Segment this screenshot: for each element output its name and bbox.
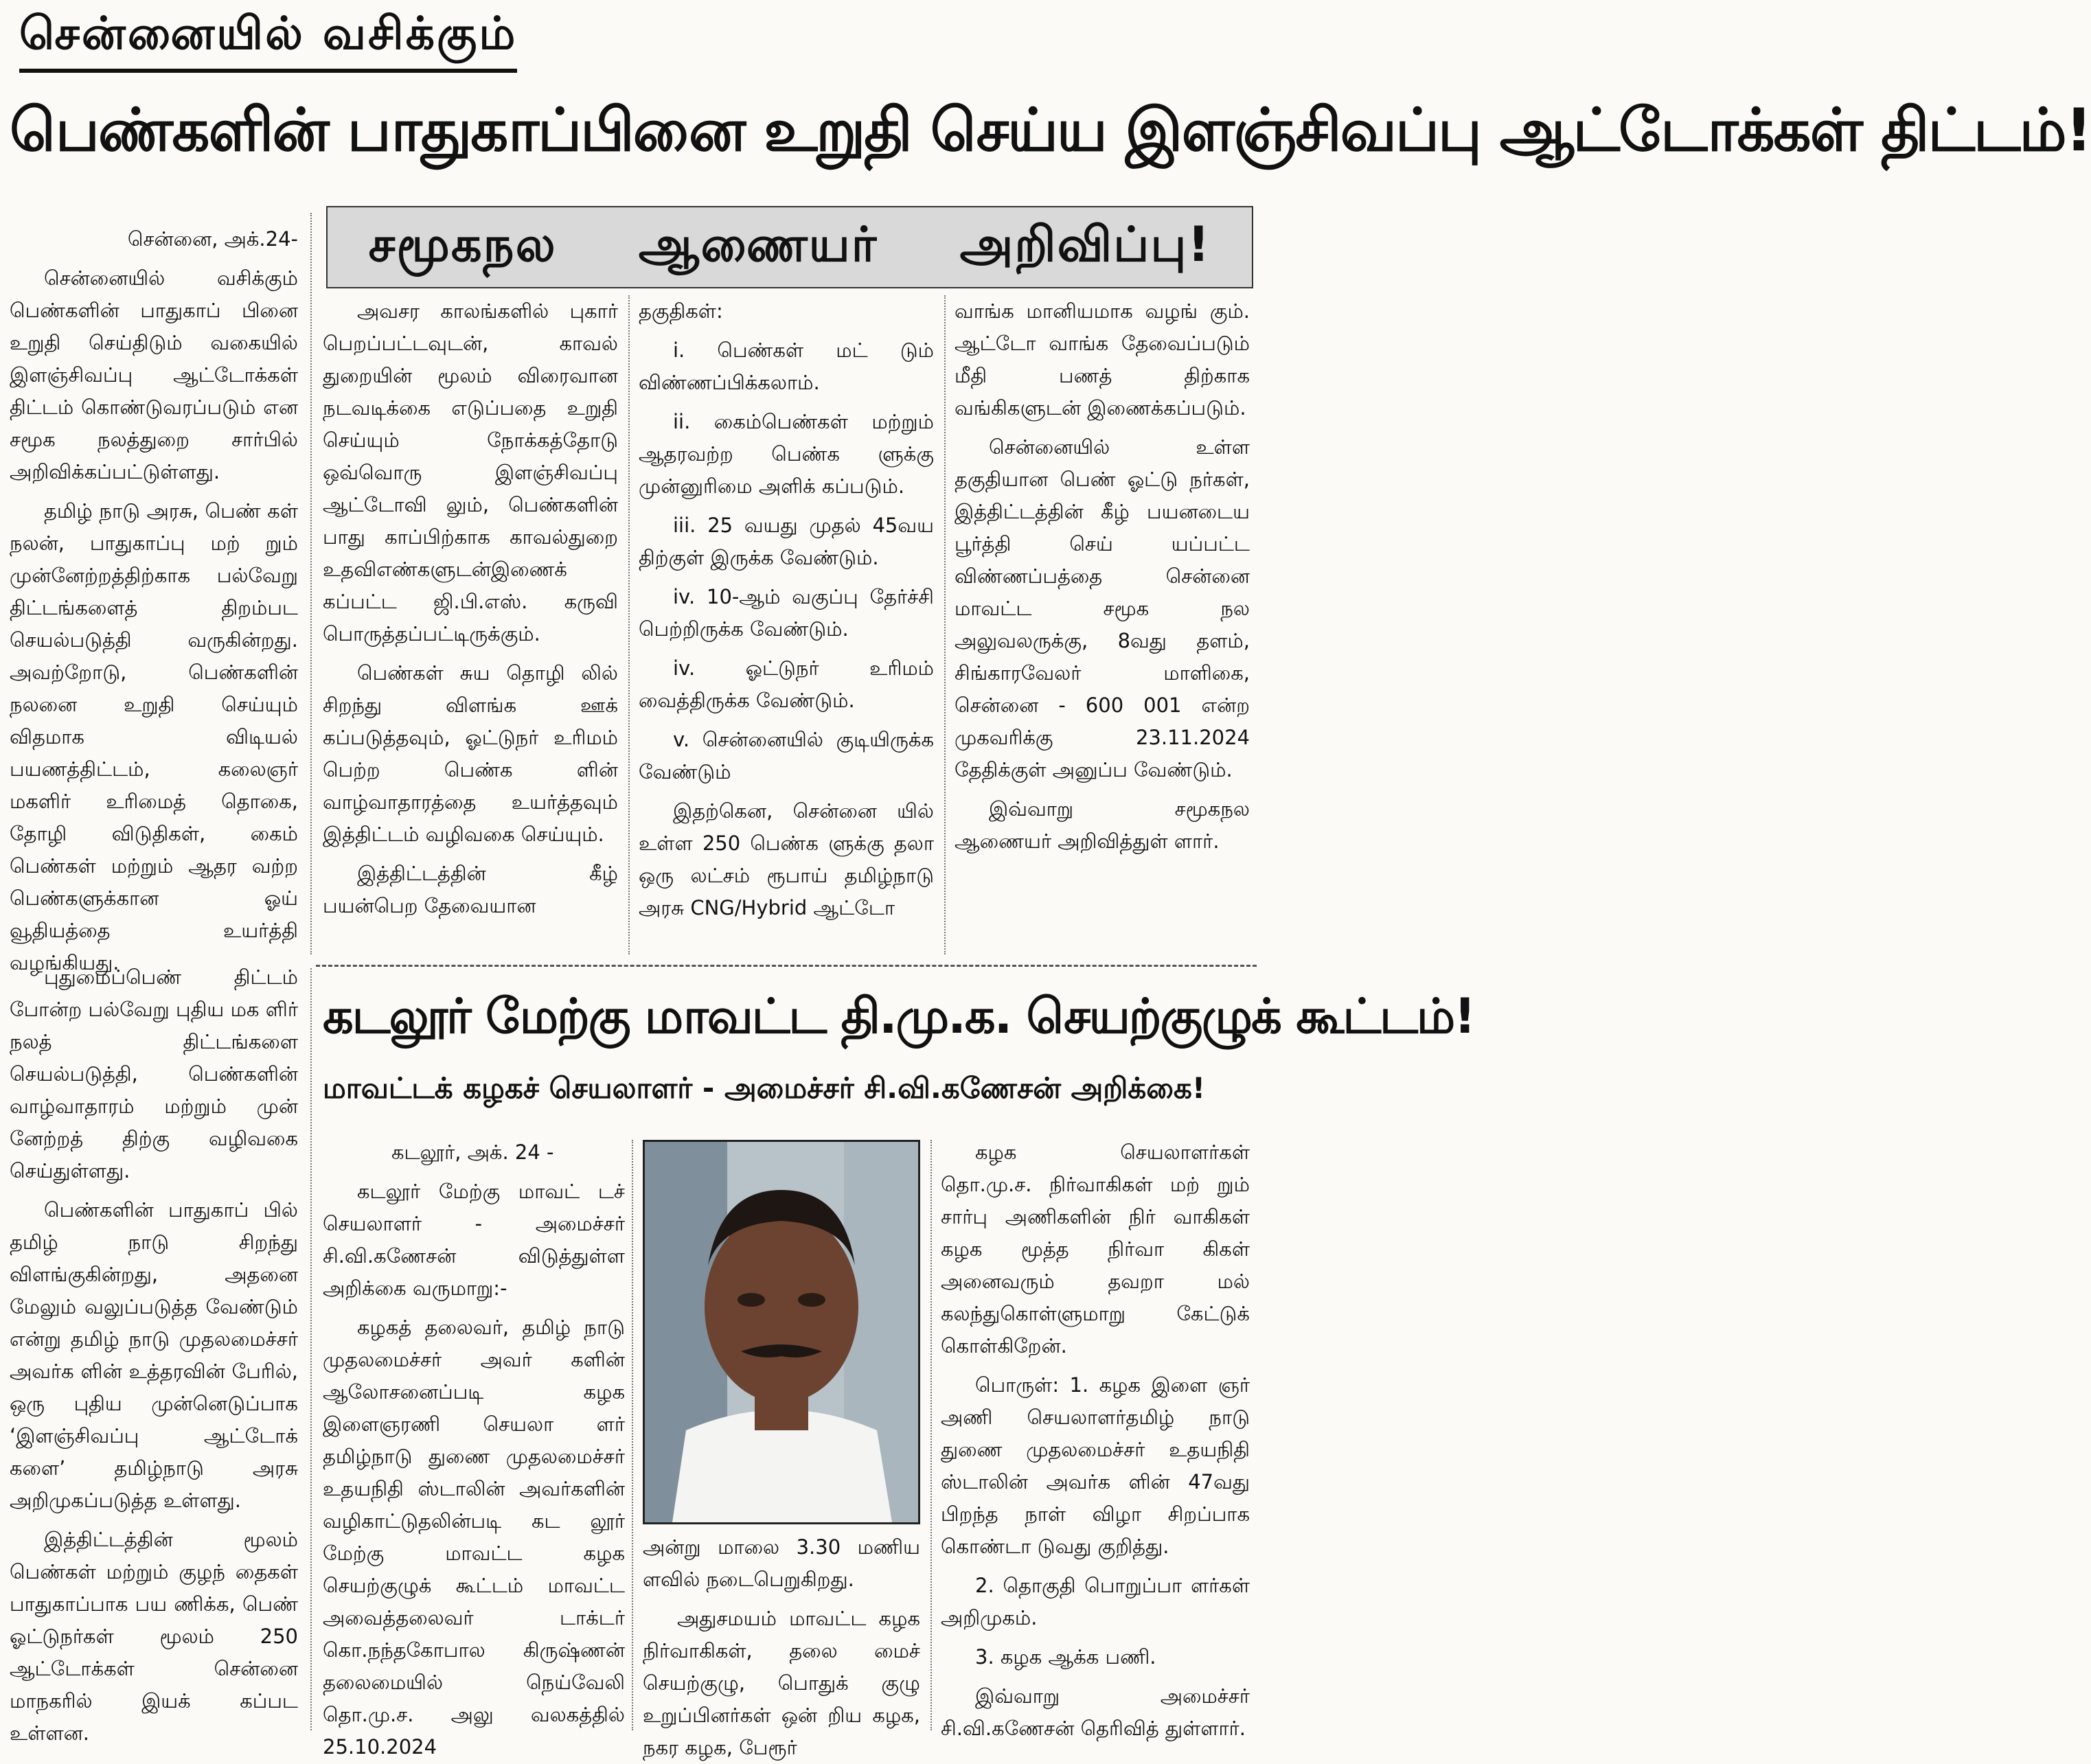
column-divider xyxy=(628,295,630,954)
article2-col3-para-5: இவ்வாறு அமைச்சர் சி.வி.கணேசன் தெரிவித் துள்ளார். xyxy=(941,1684,1250,1740)
article1-col4-para-1: வாங்க மானியமாக வழங் கும். ஆட்டோ வாங்க தேவைப்படும் மீதி பணத் திற்காக வங்கிகளுடன் இணைக்கப்படும். xyxy=(955,299,1250,420)
article1-col2-para-3: இத்திட்டத்தின் கீழ் பயன்பெற தேவையான xyxy=(323,862,618,917)
article-divider xyxy=(316,965,1257,967)
article1-col1b-para-2: பெண்களின் பாதுகாப் பில் தமிழ் நாடு சிறந்து விளங்குகின்றது, அதனை மேலும் வலுப்படுத்த வேண்டும் என்று தமிழ் நாடு முதலமைச்சர் அவர்க ளின் உத்தரவின் பேரில், ஒரு புதிய முன்னெடுப்பாக ‘இளஞ்சிவப்பு ஆட்டோக் களை’ தமிழ்நாடு அரசு அறிமுகப்படுத்த உள்ளது. xyxy=(10,1198,298,1512)
eligibility-item-5: iv. ஓட்டுநர் உரிமம் வைத்திருக்க வேண்டும். xyxy=(639,656,934,712)
article2-dateline: கடலூர், அக். 24 - xyxy=(391,1141,554,1164)
column-divider xyxy=(930,1140,932,1730)
article1-col2-para-2: பெண்கள் சுய தொழி லில் சிறந்து விளங்க ஊக் கப்படுத்தவும், ஓட்டுநர் உரிமம் பெற்ற பெண்க ளின் வாழ்வாதாரத்தை உயர்த்தவும் இத்திட்டம் வழிவகை செய்யும். xyxy=(323,661,618,846)
banner-word-3: அறிவிப்பு! xyxy=(959,216,1211,273)
column-divider xyxy=(310,968,312,1730)
column-divider xyxy=(632,1140,633,1730)
eligibility-item-4: iv. 10-ஆம் வகுப்பு தேர்ச்சி பெற்றிருக்க வேண்டும். xyxy=(639,585,934,641)
article2-col3-para-3: 2. தொகுதி பொறுப்பா ளர்கள் அறிமுகம். xyxy=(941,1574,1250,1629)
eligibility-item-6: v. சென்னையில் குடியிருக்க வேண்டும் xyxy=(639,728,934,783)
article1-col4-para-2: சென்னையில் உள்ள தகுதியான பெண் ஓட்டு நர்கள், இத்திட்டத்தின் கீழ் பயனடைய பூர்த்தி செய் யப்பட்ட விண்ணப்பத்தை சென்னை மாவட்ட சமூக நல அலுவலருக்கு, 8வது தளம், சிங்காரவேலர் மாளிகை, சென்னை - 600 001 என்ற முகவரிக்கு 23.11.2024 தேதிக்குள் அனுப்ப வேண்டும். xyxy=(955,435,1250,781)
article1-column-2 xyxy=(323,295,618,954)
banner-word-1: சமூகநல xyxy=(368,216,557,273)
article1-column-1-continued xyxy=(10,961,298,1745)
column-divider xyxy=(310,213,312,954)
announcement-banner xyxy=(326,206,1253,288)
article1-col2-para-1: அவசர காலங்களில் புகார் பெறப்பட்டவுடன், காவல் துறையின் மூலம் விரைவான நடவடிக்கை எடுப்பதை உறுதி செய்யும் நோக்கத்தோடு ஒவ்வொரு இளஞ்சிவப்பு ஆட்டோவி லும், பெண்களின் பாது காப்பிற்காக காவல்துறை உதவிஎண்களுடன்இணைக் கப்பட்ட ஜி.பி.எஸ். கருவி பொருத்தப்பட்டிருக்கும். xyxy=(323,299,618,645)
article2-col1-para-1: கடலூர் மேற்கு மாவட் டச் செயலாளர் - அமைச்சர் சி.வி.கணேசன் விடுத்துள்ள அறிக்கை வருமாறு:- xyxy=(323,1180,625,1300)
eligibility-item-2: ii. கைம்பெண்கள் மற்றும் ஆதரவற்ற பெண்க ளுக்கு முன்னுரிமை அளிக் கப்படும். xyxy=(639,410,934,498)
eligibility-item-1: i. பெண்கள் மட் டும் விண்ணப்பிக்கலாம். xyxy=(639,339,934,394)
article1-col1b-para-3: இத்திட்டத்தின் மூலம் பெண்கள் மற்றும் குழந் தைகள் பாதுகாப்பாக பய ணிக்க, பெண் ஓட்டுநர்கள் மூலம் 250 ஆட்டோக்கள் சென்னை மாநகரில் இயக் கப்பட உள்ளன. xyxy=(10,1528,298,1745)
article2-col2-para-2: அதுசமயம் மாவட்ட கழக நிர்வாகிகள், தலை மைச் செயற்குழு, பொதுக் குழு உறுப்பினர்கள் ஒன் றிய கழக, நகர கழக, பேரூர் xyxy=(643,1607,920,1759)
article1-col1-para-1: சென்னையில் வசிக்கும் பெண்களின் பாதுகாப் பினை உறுதி செய்திடும் வகையில் இளஞ்சிவப்பு ஆட்டோக்கள் திட்டம் கொண்டுவரப்படும் என சமூக நலத்துறை சார்பில் அறிவிக்கப்பட்டுள்ளது. xyxy=(10,266,298,483)
article1-column-3 xyxy=(639,295,934,954)
article2-col1-para-2: கழகத் தலைவர், தமிழ் நாடு முதலமைச்சர் அவர் களின் ஆலோசனைப்படி கழக இளைஞரணி செயலா ளர் தமிழ்நாடு துணை முதலமைச்சர் உதயநிதி ஸ்டாலின் அவர்களின் வழிகாட்டுதலின்படி கட லூர் மேற்கு மாவட்ட கழக செயற்குழுக் கூட்டம் மாவட்ட அவைத்தலைவர் டாக்டர் கொ.நந்தகோபால கிருஷ்ணன் தலைமையில் நெய்வேலி தொ.மு.ச. அலு வலகத்தில் 25.10.2024 xyxy=(323,1316,625,1759)
article1-column-1 xyxy=(10,223,298,974)
column-divider xyxy=(944,295,946,954)
eligibility-heading: தகுதிகள்: xyxy=(639,299,723,323)
banner-word-2: ஆணையர் xyxy=(638,216,878,273)
eligibility-item-3: iii. 25 வயது முதல் 45வய திற்குள் இருக்க வேண்டும். xyxy=(639,514,934,569)
article2-subheadline: மாவட்டக் கழகச் செயலாளர் - அமைச்சர் சி.வி.கணேசன் அறிக்கை! xyxy=(323,1071,1206,1105)
main-headline: பெண்களின் பாதுகாப்பினை உறுதி செய்ய இளஞ்சிவப்பு ஆட்டோக்கள் திட்டம்! xyxy=(10,96,2091,165)
article1-col1b-para-1: புதுமைப்பெண் திட்டம் போன்ற பல்வேறு புதிய மக ளிர் நலத் திட்டங்களை செயல்படுத்தி, பெண்களின் வாழ்வாதாரம் மற்றும் முன் னேற்றத் திற்கு வழிவகை செய்துள்ளது. xyxy=(10,965,298,1182)
portrait-illustration xyxy=(645,1142,918,1522)
article2-column-2 xyxy=(643,1531,920,1759)
article1-col1-para-2: தமிழ் நாடு அரசு, பெண் கள் நலன், பாதுகாப்பு மற் றும் முன்னேற்றத்திற்காக பல்வேறு திட்டங்களைத் திறம்பட செயல்படுத்தி வருகின்றது. அவற்றோடு, பெண்களின் நலனை உறுதி செய்யும் விதமாக விடியல் பயணத்திட்டம், கலைஞர் மகளிர் உரிமைத் தொகை, தோழி விடுதிகள், கைம் பெண்கள் மற்றும் ஆதர வற்ற பெண்களுக்கான ஓய் வூதியத்தை உயர்த்தி வழங்கியது. xyxy=(10,499,298,974)
article1-column-4 xyxy=(955,295,1250,954)
article2-col2-para-1: அன்று மாலை 3.30 மணிய ளவில் நடைபெறுகிறது. xyxy=(643,1535,920,1591)
article2-col3-para-4: 3. கழக ஆக்க பணி. xyxy=(975,1645,1156,1669)
article1-col3-para-subsidy: இதற்கென, சென்னை யில் உள்ள 250 பெண்க ளுக்கு தலா ஒரு லட்சம் ரூபாய் தமிழ்நாடு அரசு CNG/Hybrid ஆட்டோ xyxy=(639,799,934,919)
article1-dateline: சென்னை, அக்.24- xyxy=(127,227,298,251)
article2-column-3 xyxy=(941,1136,1250,1740)
kicker-headline: சென்னையில் வசிக்கும் xyxy=(19,7,517,73)
article2-col3-para-2: பொருள்: 1. கழக இளை ஞர் அணி செயலாளர்தமிழ் நாடு துணை முதலமைச்சர் உதயநிதி ஸ்டாலின் அவர்க ளின் 47வது பிறந்த நாள் விழா சிறப்பாக கொண்டா டுவது குறித்து. xyxy=(941,1373,1250,1558)
article2-headline: கடலூர் மேற்கு மாவட்ட தி.மு.க. செயற்குழுக் கூட்டம்! xyxy=(323,988,1475,1044)
article2-column-1 xyxy=(323,1136,625,1759)
portrait-photo xyxy=(643,1140,920,1524)
article1-col4-para-3: இவ்வாறு சமூகநல ஆணையர் அறிவித்துள் ளார். xyxy=(955,797,1250,853)
article2-col3-para-1: கழக செயலாளர்கள் தொ.மு.ச. நிர்வாகிகள் மற் றும் சார்பு அணிகளின் நிர் வாகிகள் கழக மூத்த நிர்வா கிகள் அனைவரும் தவறா மல் கலந்துகொள்ளுமாறு கேட்டுக் கொள்கிறேன். xyxy=(941,1141,1250,1358)
